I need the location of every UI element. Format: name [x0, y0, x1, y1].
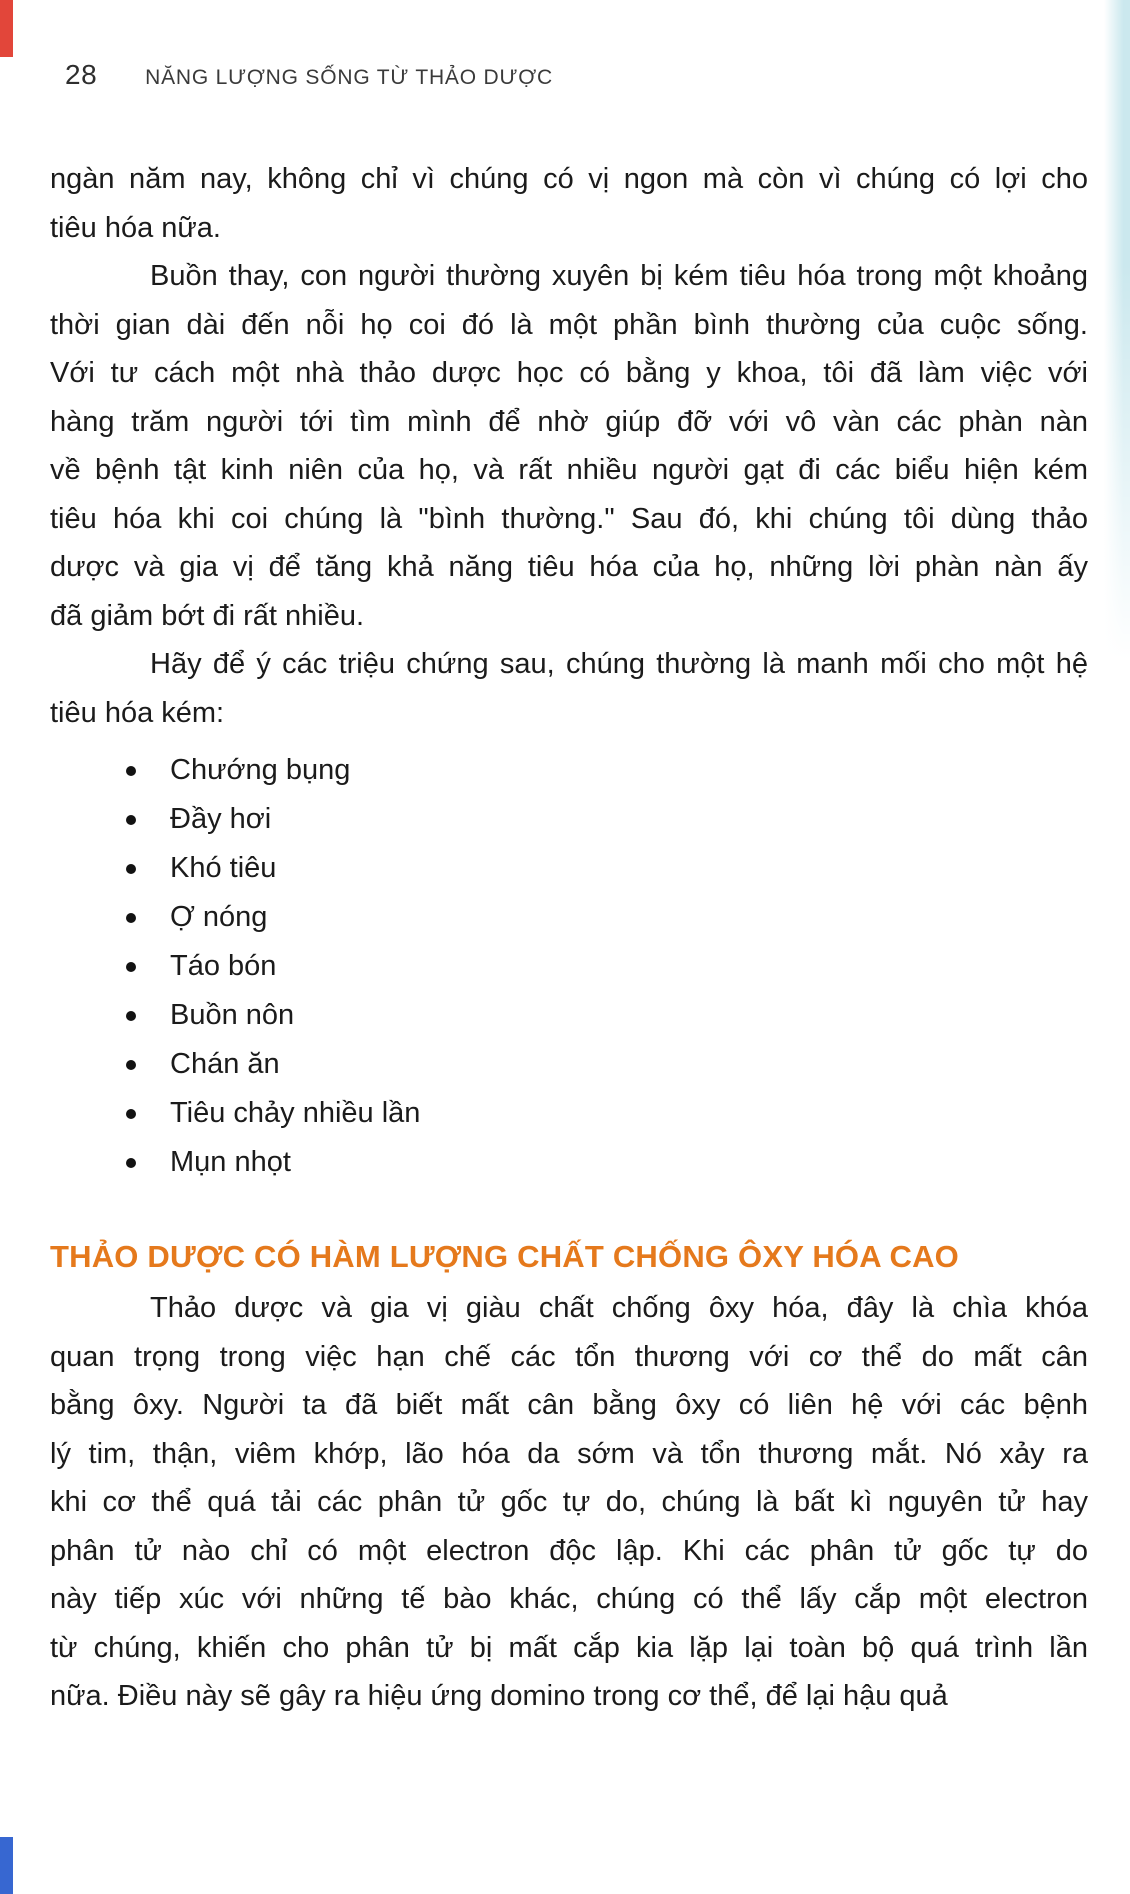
- text-line: từ chúng, khiến cho phân tử bị mất cắp kia lặp lại toàn bộ quá trình lần: [50, 1631, 1088, 1664]
- text-line: ngàn năm nay, không chỉ vì chúng có vị ngon mà còn vì chúng có lợi cho: [50, 163, 1088, 195]
- list-item: [50, 991, 1088, 1040]
- bullet-icon: [126, 962, 136, 972]
- list-item-label: Chướng bụng: [170, 754, 351, 786]
- list-item: [50, 1089, 1088, 1138]
- bullet-icon: [126, 1158, 136, 1168]
- page-body: [50, 155, 1088, 1721]
- text-line: dược và gia vị để tăng khả năng tiêu hóa của họ, những lời phàn nàn ấy: [50, 551, 1088, 583]
- text-line: đã giảm bớt đi rất nhiều.: [50, 599, 365, 632]
- bullet-icon: [126, 1109, 136, 1119]
- page-edge-shadow: [1104, 0, 1130, 660]
- paragraphs-bottom: [50, 1284, 1088, 1721]
- text-line: quan trọng trong việc hạn chế các tổn thương với cơ thể do mất cân: [50, 1340, 1088, 1373]
- bullet-icon: [126, 864, 136, 874]
- list-item-label: Mụn nhọt: [170, 1146, 291, 1178]
- list-item-label: Táo bón: [170, 950, 277, 982]
- section-heading: THẢO DƯỢC CÓ HÀM LƯỢNG CHẤT CHỐNG ÔXY HÓA CAO: [50, 1239, 959, 1274]
- list-item: [50, 942, 1088, 991]
- text-line: Hãy để ý các triệu chứng sau, chúng thường là manh mối cho một hệ: [150, 648, 1088, 680]
- bullet-icon: [126, 815, 136, 825]
- scan-edge-mark-bottom-left: [0, 1837, 13, 1894]
- list-item: [50, 844, 1088, 893]
- running-title: NĂNG LƯỢNG SỐNG TỪ THẢO DƯỢC: [145, 66, 553, 89]
- text-line: lý tim, thận, viêm khớp, lão hóa da sớm và tổn thương mắt. Nó xảy ra: [50, 1437, 1088, 1470]
- list-item-label: Tiêu chảy nhiều lần: [170, 1097, 421, 1129]
- text-line: thời gian dài đến nỗi họ coi đó là một phần bình thường của cuộc sống.: [50, 308, 1088, 341]
- text-line: bằng ôxy. Người ta đã biết mất cân bằng ôxy có liên hệ với các bệnh: [50, 1389, 1088, 1421]
- bullet-icon: [126, 1011, 136, 1021]
- list-item-label: Ợ nóng: [170, 901, 268, 933]
- page-number: 28: [65, 59, 98, 90]
- text-line: Với tư cách một nhà thảo dược học có bằng y khoa, tôi đã làm việc với: [50, 357, 1088, 389]
- text-line: tiêu hóa khi coi chúng là "bình thường." Sau đó, khi chúng tôi dùng thảo: [50, 502, 1088, 535]
- text-line: này tiếp xúc với những tế bào khác, chúng có thể lấy cắp một electron: [50, 1583, 1088, 1615]
- text-line: Buồn thay, con người thường xuyên bị kém tiêu hóa trong một khoảng: [150, 260, 1088, 292]
- list-item: [50, 1138, 1088, 1187]
- running-header: [65, 59, 553, 91]
- list-item-label: Đầy hơi: [170, 803, 272, 835]
- list-item: [50, 1040, 1088, 1089]
- text-line: hàng trăm người tới tìm mình để nhờ giúp đỡ với vô vàn các phàn nàn: [50, 405, 1088, 438]
- text-line: tiêu hóa kém:: [50, 696, 225, 729]
- list-item-label: Khó tiêu: [170, 852, 277, 884]
- list-item: [50, 893, 1088, 942]
- bullet-icon: [126, 913, 136, 923]
- bullet-icon: [126, 1060, 136, 1070]
- bullet-icon: [126, 766, 136, 776]
- list-item-label: Chán ăn: [170, 1048, 280, 1080]
- text-line: nữa. Điều này sẽ gây ra hiệu ứng domino trong cơ thể, để lại hậu quả: [50, 1680, 948, 1712]
- text-line: Thảo dược và gia vị giàu chất chống ôxy hóa, đây là chìa khóa: [150, 1292, 1088, 1324]
- text-line: khi cơ thể quá tải các phân tử gốc tự do, chúng là bất kì nguyên tử hay: [50, 1486, 1088, 1518]
- paragraphs-top: [50, 155, 1088, 737]
- list-item-label: Buồn nôn: [170, 999, 295, 1031]
- symptom-list: [50, 746, 1088, 1187]
- list-item: [50, 795, 1088, 844]
- list-item: [50, 746, 1088, 795]
- text-line: về bệnh tật kinh niên của họ, và rất nhiều người gạt đi các biểu hiện kém: [50, 454, 1088, 486]
- scan-edge-mark-top-left: [0, 0, 13, 57]
- text-line: phân tử nào chỉ có một electron độc lập. Khi các phân tử gốc tự do: [50, 1534, 1088, 1567]
- text-line: tiêu hóa nữa.: [50, 211, 221, 244]
